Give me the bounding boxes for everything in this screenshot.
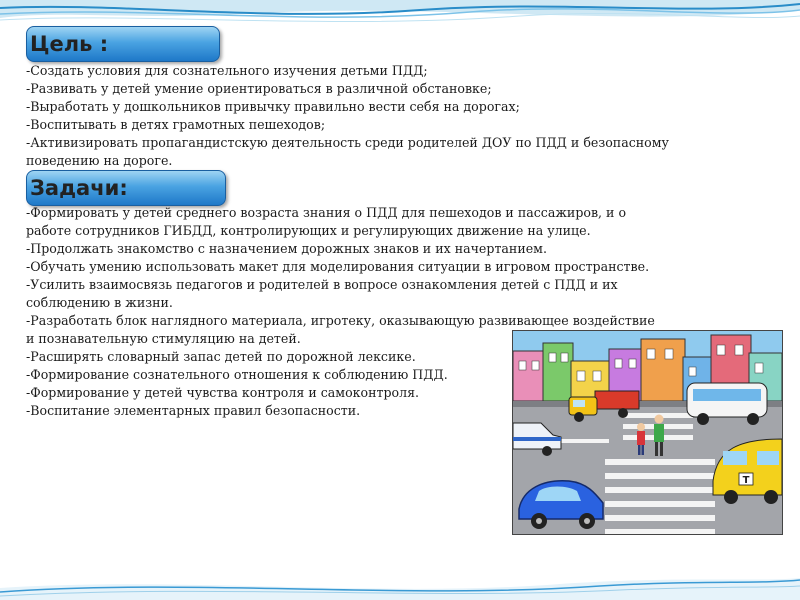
goal-item: -Выработать у дошкольников привычку правильно вести себя на дорогах; bbox=[26, 99, 520, 114]
task-item: -Усилить взаимосвязь педагогов и родителей в вопросе ознакомления детей с ПДД и их соблюдению в жизни. bbox=[26, 277, 618, 310]
traffic-illustration bbox=[512, 330, 783, 535]
task-item: -Формирование у детей чувства контроля и самоконтроля. bbox=[26, 385, 420, 400]
taxi-sign: T bbox=[742, 475, 750, 486]
task-item: -Воспитание элементарных правил безопасности. bbox=[26, 403, 361, 418]
goal-item: -Воспитывать в детях грамотных пешеходов; bbox=[26, 117, 326, 132]
goal-item: -Активизировать пропагандистскую деятельность среди родителей ДОУ по ПДД и безопасному поведению на дороге. bbox=[26, 135, 669, 168]
task-item: -Обучать умению использовать макет для моделирования ситуации в игровом пространстве. bbox=[26, 259, 650, 274]
goal-banner bbox=[26, 26, 220, 62]
goal-item: -Создать условия для сознательного изучения детьми ПДД; bbox=[26, 63, 428, 78]
tasks-title: Задачи: bbox=[30, 176, 128, 200]
goal-title: Цель : bbox=[30, 32, 109, 56]
task-item: -Разработать блок наглядного материала, игротеку, оказывающую развивающее воздействие и познавательную стимуляцию на детей. bbox=[26, 313, 655, 346]
tasks-banner bbox=[26, 170, 226, 206]
task-item: -Продолжать знакомство с назначением дорожных знаков и их начертанием. bbox=[26, 241, 547, 256]
task-item: -Формировать у детей среднего возраста знания о ПДД для пешеходов и пассажиров, и о работе сотрудников ГИБДД, контролирующих и регулирующих движение на улице. bbox=[26, 205, 627, 238]
decorative-wave-bottom bbox=[0, 570, 800, 600]
goal-item: -Развивать у детей умение ориентироваться в различной обстановке; bbox=[26, 81, 492, 96]
goal-list bbox=[26, 62, 676, 170]
task-item: -Расширять словарный запас детей по дорожной лексике. bbox=[26, 349, 416, 364]
task-item: -Формирование сознательного отношения к соблюдению ПДД. bbox=[26, 367, 448, 382]
